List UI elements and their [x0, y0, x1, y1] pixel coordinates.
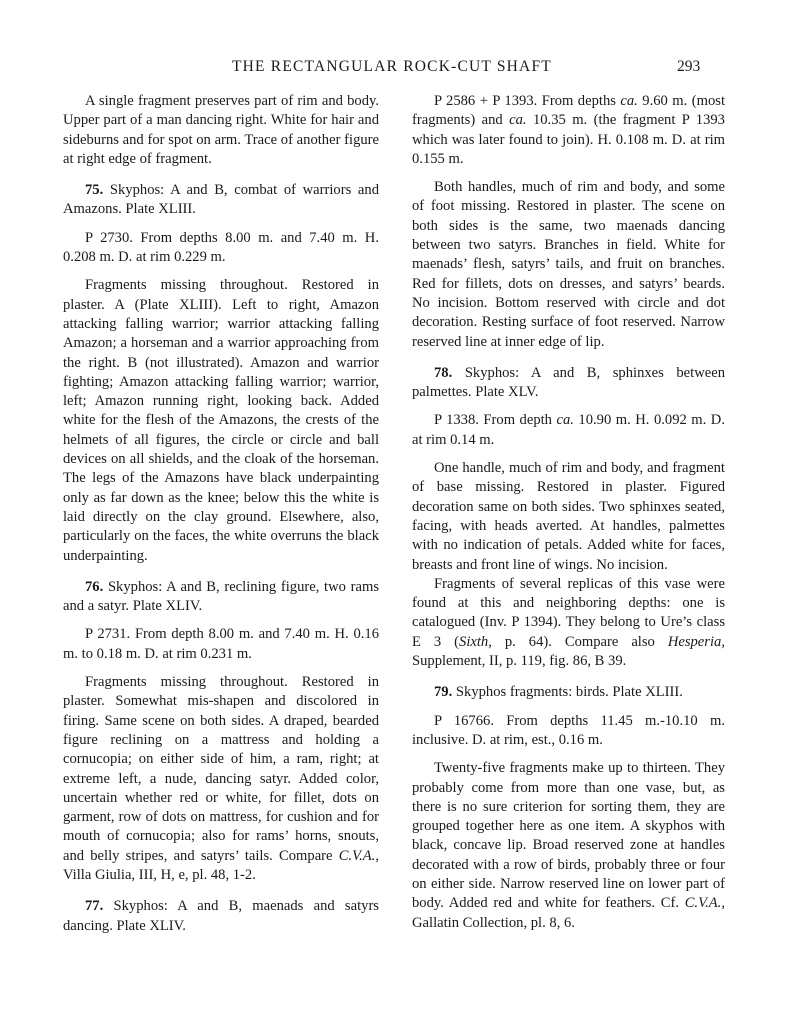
circa-abbrev: ca.: [509, 112, 527, 129]
description-text: Twenty-five fragments make up to thirteen. They probably come from more than one vase, but, as there is no sure criterion for sorting them, they are grouped together here as one item. A skyphos with black, concave lip. Broad reserved zone at handles decorated with a row of birds, probably three or four on either side. Narrow reserved line on lower part of body. Added red and white for feathers. Cf.: [412, 760, 725, 912]
reference-title: Hesperia: [667, 633, 722, 650]
entry-77-description: Both handles, much of rim and body, and some of foot missing. Restored in plaster. The scene on both sides is the same, two maenads dancing between two satyrs. Branches in field. White for maenads’ flesh, satyrs’ tails, and fruit on branches. Red for fillets, dots on dresses, and satyrs’ beards. No incision. Bottom reserved with circle and dot decoration. Resting surface of foot reserved. Narrow reserved line at inner edge of lip.: [412, 179, 725, 350]
inventory-text: P 2586 + P 1393. From depths: [434, 93, 621, 109]
entry-title: Skyphos: A and B, combat of warriors and Amazons. Plate XLIII.: [63, 182, 379, 218]
circa-abbrev: ca.: [556, 412, 574, 429]
running-header: [0, 58, 787, 80]
page-number: 293: [677, 58, 701, 75]
description-text: , Gallatin Collection, pl. 8, 6.: [412, 895, 725, 931]
entry-76-description: [63, 673, 379, 885]
entry-77-inventory: [412, 92, 725, 169]
entry-76-inventory: P 2731. From depth 8.00 m. and 7.40 m. H. 0.16 m. to 0.18 m. D. at rim 0.231 m.: [63, 626, 379, 662]
circa-abbrev: ca.: [620, 93, 638, 109]
inventory-text: 10.35 m. (the fragment P 1393 which was later found to join). H. 0.108 m. D. at rim 0.155 m.: [412, 112, 725, 167]
entry-number: 78.: [434, 364, 453, 381]
replicas-text: , Supplement, II, p. 119, fig. 86, B 39.: [412, 633, 725, 670]
entry-75-description: Fragments missing throughout. Restored in plaster. A (Plate XLIII). Left to right, Amazon attacking falling warrior; warrior attacking falling Amazon; a horseman and a warrior approaching from the right. B (not illustrated). Amazon and warrior fighting; Amazon attacking falling warrior; warrior, left; Amazon running right, looking back. Added white for the flesh of the Amazons, the crests of the helmets of all figures, the circle or circle and ball devices on all shields, and the cloak of the horseman. The legs of the Amazons have black underpainting only as far down as the knee; below this the white is laid directly on the clay ground. Elsewhere, also, particularly on the faces, the white overruns the black underpainting.: [63, 277, 379, 564]
intro-paragraph: A single fragment preserves part of rim and body. Upper part of a man dancing right. White for hair and sideburns and for spot on arm. Trace of another figure at right edge of fragment.: [63, 93, 379, 167]
entry-number: 75.: [85, 182, 104, 199]
entry-title: Skyphos: A and B, maenads and satyrs dancing. Plate XLIV.: [63, 898, 379, 934]
replicas-text: , p. 64). Compare also: [488, 633, 668, 650]
description-text: , Villa Giulia, III, H, e, pl. 48, 1-2.: [63, 847, 379, 883]
entry-number: 77.: [85, 898, 104, 915]
replicas-text: Fragments of several replicas of this vase were found at this and neighboring depths: one is catalogued (Inv. P 1394). They belong to Ure’s class E 3 (: [412, 575, 725, 650]
entry-79-heading: [412, 683, 725, 702]
page-title: THE RECTANGULAR ROCK-CUT SHAFT: [232, 58, 552, 75]
inventory-text: 9.60 m. (most fragments) and: [412, 93, 726, 129]
entry-number: 76.: [85, 578, 104, 595]
description-text: Fragments missing throughout. Restored in plaster. Somewhat mis-shapen and discolored in firing. Same scene on both sides. A draped, bearded figure reclining on a mattress and holding a cornucopia; on either side of him, a ram, right; at extreme left, a nude, dancing satyr. Added color, uncertain whether red or white, for fillet, dots on garment, row of dots on mattress, for cushion and for mouth of cornucopia; also for rams’ horns, snouts, and belly stripes, and satyrs’ tails. Compare: [63, 674, 379, 864]
entry-title: Skyphos: A and B, reclining figure, two rams and a satyr. Plate XLIV.: [63, 578, 379, 615]
right-column: [412, 92, 725, 933]
entry-77-heading: [63, 897, 379, 936]
entry-79-description: [412, 759, 725, 933]
entry-75-heading: [63, 181, 379, 220]
reference-title: C.V.A.: [338, 847, 376, 864]
entry-78-heading: [412, 364, 725, 403]
entry-78-replicas: [412, 575, 725, 671]
left-column: [63, 92, 379, 936]
entry-76-heading: [63, 578, 379, 617]
entry-78-description: One handle, much of rim and body, and fragment of base missing. Restored in plaster. Figured decoration same on both sides. Two sphinxes seated, facing, with heads averted. At handles, palmettes with no indication of petals. Added white for faces, breasts and front line of wings. No incision.: [412, 460, 725, 573]
entry-75-inventory: P 2730. From depths 8.00 m. and 7.40 m. H. 0.208 m. D. at rim 0.229 m.: [63, 229, 379, 266]
inventory-text: 10.90 m. H. 0.092 m. D. at rim 0.14 m.: [412, 412, 725, 448]
reference-title: Sixth: [459, 633, 489, 650]
entry-title: Skyphos: A and B, sphinxes between palmettes. Plate XLV.: [412, 364, 725, 401]
inventory-text: P 1338. From depth: [434, 412, 557, 429]
entry-title: Skyphos fragments: birds. Plate XLIII.: [455, 684, 683, 701]
reference-title: C.V.A.: [684, 895, 722, 912]
entry-number: 79.: [434, 684, 453, 701]
entry-78-inventory: [412, 411, 725, 450]
entry-79-inventory: P 16766. From depths 11.45 m.-10.10 m. inclusive. D. at rim, est., 0.16 m.: [412, 712, 725, 748]
